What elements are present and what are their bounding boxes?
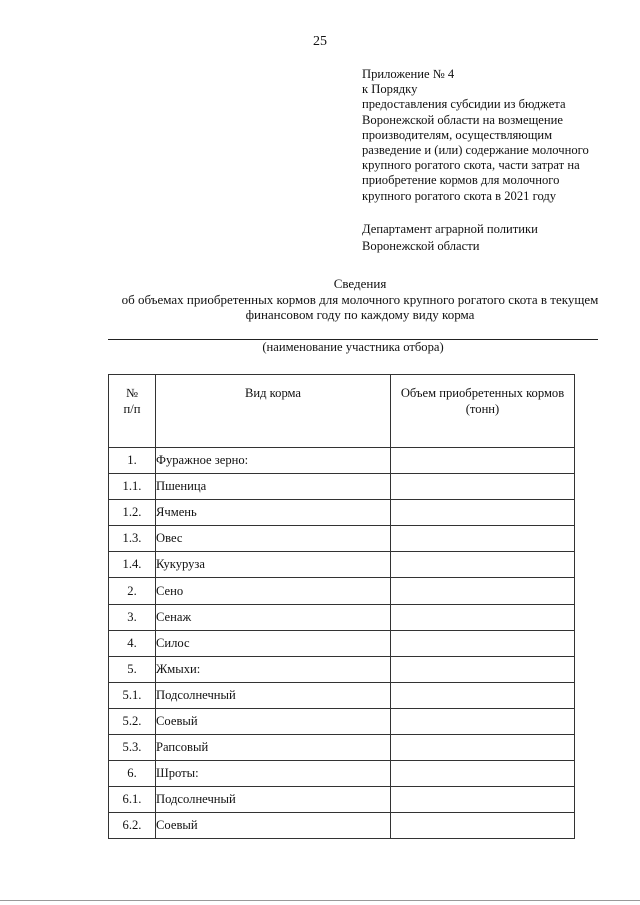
- document-subtitle-line: об объемах приобретенных кормов для молочного крупного рогатого скота в текущем: [121, 291, 599, 307]
- feed-name: Кукуруза: [156, 552, 391, 578]
- table-row: [109, 735, 575, 761]
- appendix-line: предоставления субсидии из бюджета: [362, 97, 566, 112]
- document-heading: [90, 276, 630, 323]
- table-row: [109, 474, 575, 500]
- volume-cell[interactable]: [391, 578, 575, 604]
- row-number: 5.2.: [109, 708, 156, 734]
- row-number: 4.: [109, 630, 156, 656]
- appendix-line: к Порядку: [362, 82, 418, 97]
- volume-cell[interactable]: [391, 656, 575, 682]
- row-number: 1.: [109, 448, 156, 474]
- volume-cell[interactable]: [391, 500, 575, 526]
- row-number: 6.1.: [109, 787, 156, 813]
- table-row: [109, 578, 575, 604]
- volume-cell[interactable]: [391, 526, 575, 552]
- header-volume: [391, 375, 575, 448]
- table-row: [109, 448, 575, 474]
- row-number: 5.: [109, 656, 156, 682]
- volume-cell[interactable]: [391, 761, 575, 787]
- page-bottom-rule: [0, 900, 640, 901]
- table-row: [109, 813, 575, 839]
- volume-cell[interactable]: [391, 735, 575, 761]
- department-line: Воронежской области: [362, 238, 480, 253]
- table-row: [109, 526, 575, 552]
- feed-name: Фуражное зерно:: [156, 448, 391, 474]
- feed-name: Рапсовый: [156, 735, 391, 761]
- header-num-line: №: [125, 386, 139, 400]
- row-number: 5.3.: [109, 735, 156, 761]
- volume-cell[interactable]: [391, 604, 575, 630]
- volume-cell[interactable]: [391, 682, 575, 708]
- volume-cell[interactable]: [391, 787, 575, 813]
- appendix-block: [362, 67, 612, 204]
- appendix-line: крупного рогатого скота в 2021 году: [362, 188, 557, 203]
- row-number: 1.4.: [109, 552, 156, 578]
- table-row: [109, 708, 575, 734]
- feed-name: Сено: [156, 578, 391, 604]
- feed-name: Ячмень: [156, 500, 391, 526]
- volume-cell[interactable]: [391, 630, 575, 656]
- table-row: [109, 761, 575, 787]
- volume-cell[interactable]: [391, 813, 575, 839]
- feed-name: Жмыхи:: [156, 656, 391, 682]
- table-row: [109, 656, 575, 682]
- row-number: 1.1.: [109, 474, 156, 500]
- table-row: [109, 552, 575, 578]
- table-row: [109, 630, 575, 656]
- appendix-line: Приложение № 4: [362, 67, 455, 81]
- feed-name: Шроты:: [156, 761, 391, 787]
- appendix-line: производителям, осуществляющим: [362, 127, 553, 142]
- header-volume-line: (тонн): [465, 402, 500, 416]
- appendix-line: разведение и (или) содержание молочного: [362, 143, 589, 158]
- table-row: [109, 500, 575, 526]
- row-number: 1.3.: [109, 526, 156, 552]
- department-block: [362, 221, 612, 254]
- volume-cell[interactable]: [391, 448, 575, 474]
- feed-name: Соевый: [156, 813, 391, 839]
- table-row: [109, 682, 575, 708]
- row-number: 1.2.: [109, 500, 156, 526]
- table-row: [109, 787, 575, 813]
- row-number: 5.1.: [109, 682, 156, 708]
- volume-cell[interactable]: [391, 708, 575, 734]
- row-number: 6.2.: [109, 813, 156, 839]
- feed-name: Сенаж: [156, 604, 391, 630]
- table-row: [109, 604, 575, 630]
- row-number: 3.: [109, 604, 156, 630]
- document-title: Сведения: [333, 276, 387, 291]
- volume-cell[interactable]: [391, 552, 575, 578]
- volume-cell[interactable]: [391, 474, 575, 500]
- header-feed-type: Вид корма: [156, 375, 391, 448]
- document-subtitle-line: финансовом году по каждому виду корма: [245, 307, 475, 322]
- feed-name: Подсолнечный: [156, 682, 391, 708]
- appendix-line: Воронежской области на возмещение: [362, 112, 563, 127]
- table-header-row: [109, 375, 575, 448]
- header-volume-line: Объем приобретенных кормов: [400, 386, 565, 400]
- feed-name: Овес: [156, 526, 391, 552]
- row-number: 2.: [109, 578, 156, 604]
- page-number: 25: [313, 34, 327, 49]
- department-line: Департамент аграрной политики: [362, 222, 538, 236]
- header-num: [109, 375, 156, 448]
- feed-name: Подсолнечный: [156, 787, 391, 813]
- row-number: 6.: [109, 761, 156, 787]
- appendix-line: приобретение кормов для молочного: [362, 173, 560, 188]
- header-num-line: п/п: [123, 402, 141, 416]
- appendix-line: крупного рогатого скота, части затрат на: [362, 158, 580, 173]
- feed-name: Силос: [156, 630, 391, 656]
- feed-volume-table: [108, 374, 575, 839]
- feed-name: Пшеница: [156, 474, 391, 500]
- feed-name: Соевый: [156, 708, 391, 734]
- participant-caption: (наименование участника отбора): [262, 340, 444, 354]
